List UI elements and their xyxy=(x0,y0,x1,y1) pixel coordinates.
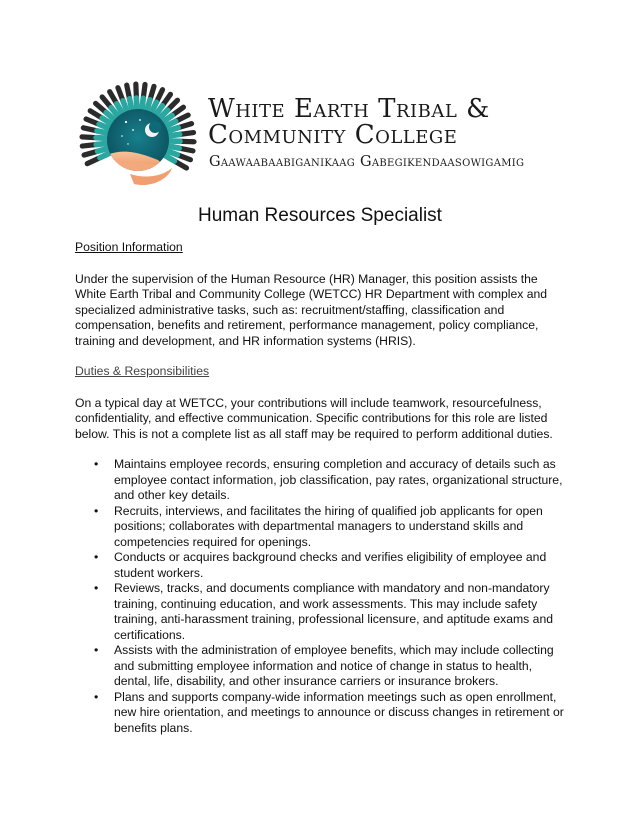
list-item: • Conducts or acquires background checks and verifies eligibility of employee and student workers. xyxy=(114,550,565,581)
feather-band-mark xyxy=(167,121,176,125)
document-body xyxy=(75,240,565,736)
college-name xyxy=(208,96,490,148)
college-name-line-2: Community College xyxy=(208,120,458,150)
feather-band-mark xyxy=(169,128,179,131)
feather-band-mark xyxy=(169,146,179,148)
feather-band-mark xyxy=(97,131,107,133)
feather-band-mark xyxy=(166,156,175,161)
feather-band-mark xyxy=(123,101,127,110)
feather-band-mark xyxy=(98,149,108,152)
feather-band-mark xyxy=(99,124,108,128)
duties-heading: Duties & Responsibilities xyxy=(75,364,210,378)
feather-band-mark xyxy=(96,143,106,144)
list-item: • Plans and supports company-wide information meetings such as open enrollment, new hire orientation, and meetings to announce or discuss changes in retirement or benefits plans. xyxy=(114,690,565,737)
position-information-text: Under the supervision of the Human Resource (HR) Manager, this position assists the White Earth Tribal and Community College (WETCC) HR Department with complex and specialized administrative tasks, such as: recruitment/staffing, classification and compensation, benefits and retirement, performance management, policy compliance, training and development, and HR information systems (HRIS). xyxy=(75,271,548,348)
position-information-heading: Position Information xyxy=(75,240,183,254)
college-logo-icon xyxy=(78,78,198,198)
feather-band-mark xyxy=(147,100,150,110)
college-name-line-1: White Earth Tribal & xyxy=(208,94,490,124)
list-item: • Reviews, tracks, and documents compliance with mandatory and non-mandatory training, continuing education, and work assessments. This may include safety training, anti-harassment training, professional licensure, and aptitude exams and certifications. xyxy=(114,581,565,643)
feather-band-mark xyxy=(168,151,177,155)
feather-band-mark xyxy=(130,99,132,109)
list-item: • Recruits, interviews, and facilitates the hiring of qualified job applicants for open positions; collaborates with departmental managers to understand skills and competencies required for openings. xyxy=(114,504,565,551)
feather-band-mark xyxy=(100,154,109,158)
list-item: • Maintains employee records, ensuring completion and accuracy of details such as employee contact information, job classification, pay rates, organizational structure, and other key details. xyxy=(114,457,565,504)
feather-band-mark xyxy=(142,98,143,108)
list-item: • Assists with the administration of employee benefits, which may include collecting and submitting employee information and notice of change in status to health, dental, life, disability, and other insurance carriers or insurance brokers. xyxy=(114,643,565,690)
page-title: Human Resources Specialist xyxy=(198,205,442,226)
college-subtitle: Gaawaabaabiganikaag Gabegikendaasowigamig xyxy=(209,154,525,170)
feather-band-mark xyxy=(96,138,106,139)
duties-list xyxy=(75,457,565,736)
college-header xyxy=(78,78,578,198)
feather-band-mark xyxy=(170,134,180,135)
duties-intro-text: On a typical day at WETCC, your contributions will include teamwork, resourcefulness, confidentiality, and effective communication. Specific contributions for this role are listed below. This is not a complete list as all staff may be required to perform additional duties. xyxy=(75,395,553,441)
feather-band-mark xyxy=(152,102,156,111)
